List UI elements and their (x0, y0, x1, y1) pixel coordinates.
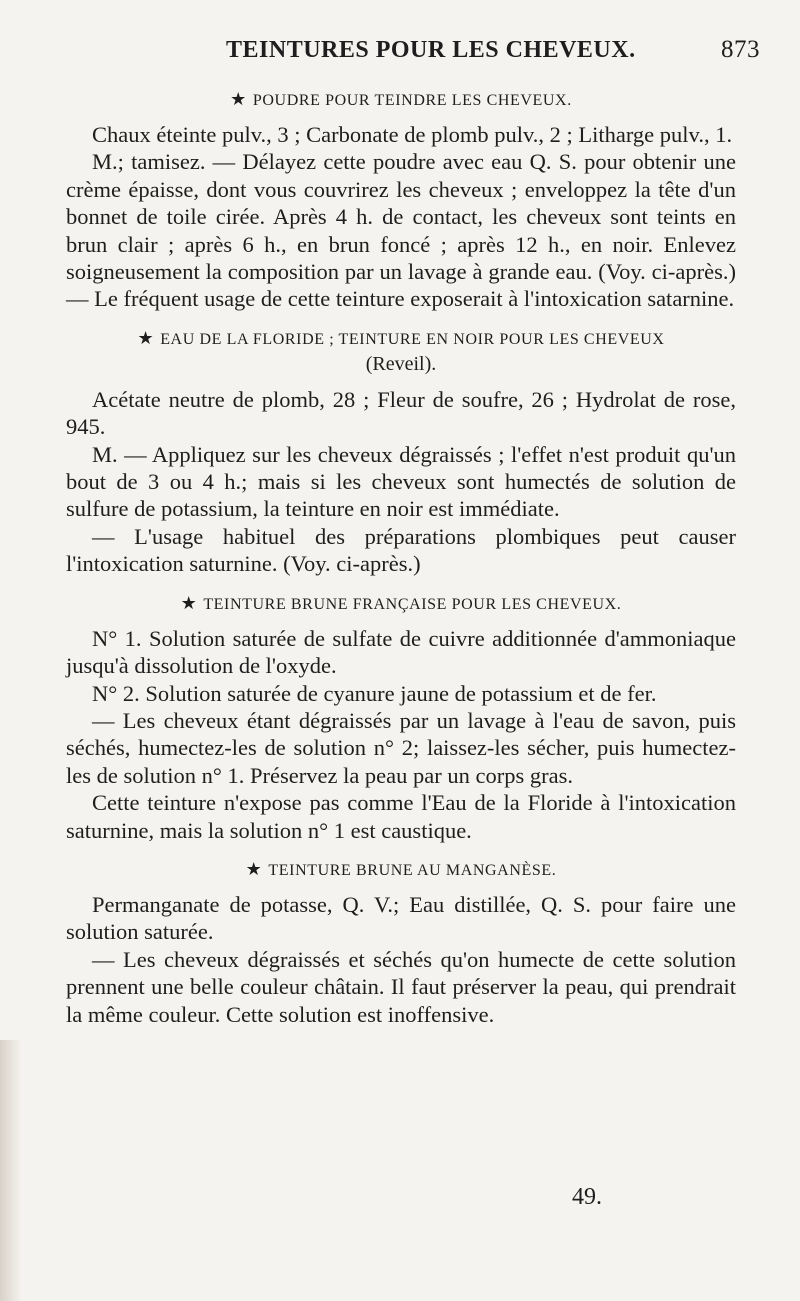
section-heading-brune-francaise: ★ TEINTURE BRUNE FRANÇAISE POUR LES CHEVEUX. (180, 592, 622, 613)
paragraph: Acétate neutre de plomb, 28 ; Fleur de soufre, 26 ; Hydrolat de rose, 945. (66, 386, 736, 440)
paragraph: N° 1. Solution saturée de sulfate de cuivre additionnée d'ammoniaque jusqu'à dissolution de l'oxyde. (66, 625, 736, 679)
paragraph: — L'usage habituel des préparations plombiques peut causer l'intoxication saturnine. (Voy. ci-après.) (66, 523, 736, 577)
signature-mark: 49. (572, 1184, 602, 1210)
paragraph: — Les cheveux dégraissés et séchés qu'on humecte de cette solution prennent une belle couleur châtain. Il faut préserver la peau, qui prendrait la même couleur. Cette solution est inoffensive. (66, 946, 736, 1027)
section-heading-poudre: ★ POUDRE POUR TEINDRE LES CHEVEUX. (230, 89, 572, 109)
page-number: 873 (721, 36, 760, 63)
star-icon: ★ (180, 592, 198, 613)
paragraph: M. — Appliquez sur les cheveux dégraissés ; l'effet n'est produit qu'un bout de 3 ou 4 h.; mais si les cheveux sont humectés de solution de sulfure de potassium, la teinture en noir est immédiate. (66, 441, 736, 522)
paragraph: M.; tamisez. — Délayez cette poudre avec eau Q. S. pour obtenir une crème épaisse, dont vous couvrirez les cheveux ; enveloppez la tête d'un bonnet de toile cirée. Après 4 h. de contact, les cheveux sont teints en brun clair ; après 6 h., en brun foncé ; après 12 h., en noir. Enlevez soigneusement la composition par un lavage à grande eau. (Voy. ci-après.) — Le fréquent usage de cette teinture exposerait à l'intoxication satarnine. (66, 149, 736, 312)
section-heading-author: (Reveil). (365, 352, 437, 375)
paragraph: N° 2. Solution saturée de cyanure jaune de potassium et de fer. (92, 680, 657, 706)
paragraph: — Les cheveux étant dégraissés par un lavage à l'eau de savon, puis séchés, humectez-les de solution n° 2; laissez-les sécher, puis humectez-les de solution n° 1. Préservez la peau par un corps gras. (66, 707, 736, 788)
paragraph: Permanganate de potasse, Q. V.; Eau distillée, Q. S. pour faire une solution saturée. (66, 891, 736, 945)
paragraph: Cette teinture n'expose pas comme l'Eau de la Floride à l'intoxication saturnine, mais la solution n° 1 est caustique. (66, 790, 736, 843)
page-body (66, 88, 736, 1028)
star-icon: ★ (137, 327, 155, 348)
running-title: TEINTURES POUR LES CHEVEUX. (226, 37, 636, 63)
star-icon: ★ (230, 89, 247, 109)
paragraph: Chaux éteinte pulv., 3 ; Carbonate de plomb pulv., 2 ; Litharge pulv., 1. (92, 122, 733, 147)
section-heading-manganese: ★ TEINTURE BRUNE AU MANGANÈSE. (245, 858, 557, 879)
section-heading-floride: ★ EAU DE LA FLORIDE ; TEINTURE EN NOIR POUR LES CHEVEUX (137, 327, 665, 348)
page-edge-shadow (0, 1040, 22, 1301)
running-header (226, 36, 760, 64)
star-icon: ★ (245, 858, 263, 879)
